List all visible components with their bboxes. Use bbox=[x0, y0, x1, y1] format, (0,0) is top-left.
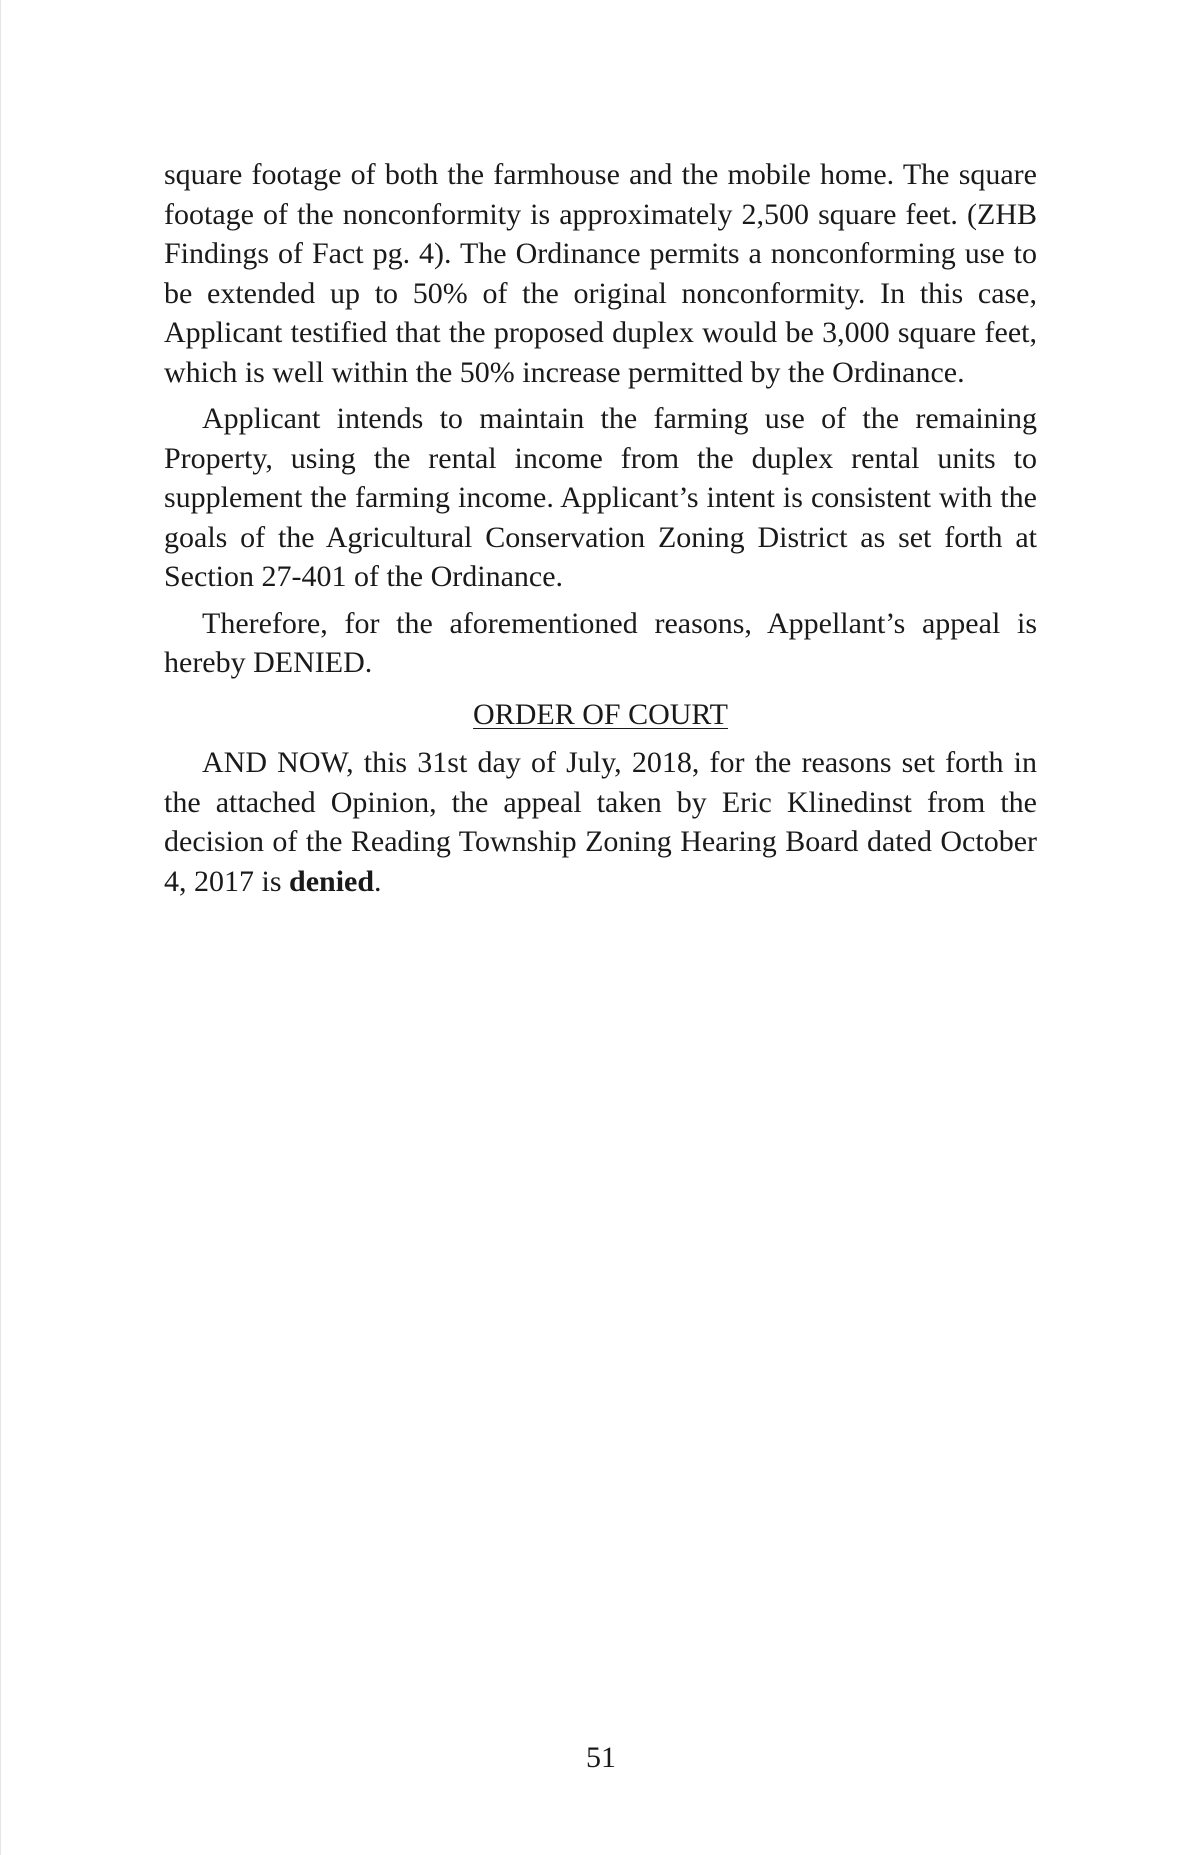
order-text: AND NOW, this 31st day of July, 2018, for the reasons set forth in the attached Opinion, the appeal taken by Eric Klinedinst from the decision of the Reading Township Zoning Hearing Board dated October 4, 2017 is bbox=[164, 746, 1037, 898]
paragraph-appeal-denied: Therefore, for the aforementioned reasons, Appellant’s appeal is hereby DENIED. bbox=[164, 606, 1037, 679]
order-paragraph bbox=[164, 743, 1037, 901]
body-text bbox=[164, 155, 1037, 908]
page-number: 51 bbox=[586, 1741, 616, 1774]
order-emphasis: denied bbox=[289, 864, 375, 898]
paragraph-nonconformity: square footage of both the farmhouse and the mobile home. The square footage of the nonconformity is approximately 2,500 square feet. (ZHB Findings of Fact pg. 4). The Ordinance permits a nonconforming use to be extended up to 50% of the original nonconformity. In this case, Applicant testified that the proposed duplex would be 3,000 square feet, which is well within the 50% increase permitted by the Ordinance. bbox=[164, 158, 1037, 389]
order-heading: ORDER OF COURT bbox=[473, 697, 728, 731]
order-end: . bbox=[374, 864, 382, 898]
paragraph-farming-use: Applicant intends to maintain the farming use of the remaining Property, using the rental income from the duplex rental units to supplement the farming income. Applicant’s intent is consistent with the goals of the Agricultural Conservation Zoning District as set forth at Section 27-401 of the Ordinance. bbox=[164, 402, 1037, 593]
